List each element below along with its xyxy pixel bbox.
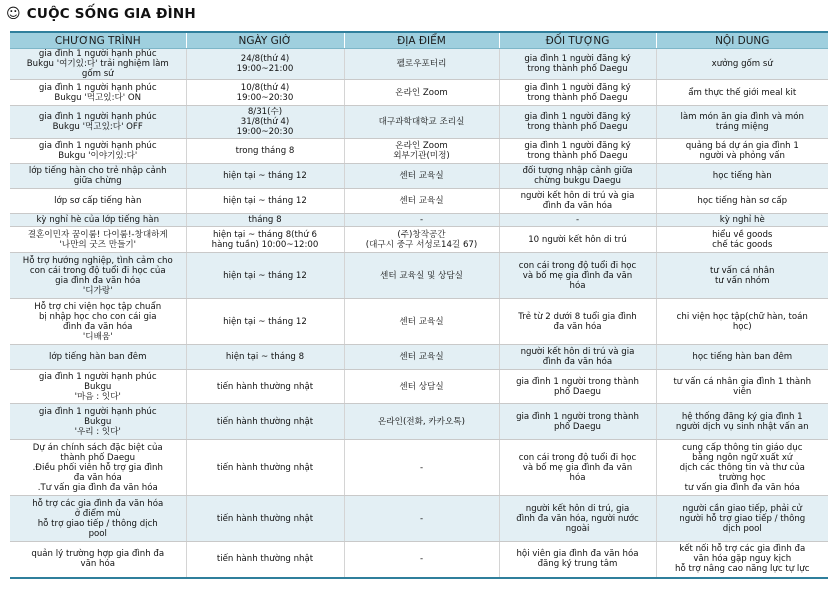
cell-target: con cái trong độ tuổi đi học và bố mẹ gia đình đa văn hóa [499,440,656,496]
cell-content: kỳ nghỉ hè [656,214,828,227]
cell-content: người cần giao tiếp, phải cử người hỗ trợ giao tiếp / thông dịch pool [656,496,828,542]
table-row [10,49,828,80]
cell-program: lớp sơ cấp tiếng hàn [10,189,186,214]
table-row [10,440,828,496]
cell-target: gia đình 1 người đăng ký trong thành phố Daegu [499,80,656,106]
cell-program: gia đình 1 người hạnh phúc Bukgu '여기있:다' trải nghiệm làm gốm sứ [10,49,186,80]
cell-location: 온라인 Zoom [344,80,499,106]
cell-target: hội viên gia đình đa văn hóa đăng ký trung tâm [499,542,656,578]
cell-location: 센터 교육실 [344,345,499,370]
table-header-row [10,32,828,49]
cell-datetime: hiện tại ~ tháng 12 [186,253,344,299]
table-row [10,164,828,189]
table-row [10,106,828,139]
column-header-target: ĐỐI TƯỢNG [499,32,656,49]
cell-target: gia đình 1 người đăng ký trong thành phố Daegu [499,49,656,80]
cell-location: 대구과학대학교 조리실 [344,106,499,139]
cell-content: quảng bá dự án gia đình 1 người và phỏng vấn [656,139,828,164]
cell-location: 펠로우포터리 [344,49,499,80]
cell-program: gia đình 1 người hạnh phúc Bukgu '먹고있:다' OFF [10,106,186,139]
section-title [6,4,196,24]
cell-target: người kết hôn di trú và gia đình đa văn hóa [499,345,656,370]
cell-content: kết nối hỗ trợ các gia đình đa văn hóa gặp nguy kịch hỗ trợ nâng cao năng lực tự lực [656,542,828,578]
cell-target: con cái trong độ tuổi đi học và bố mẹ gia đình đa văn hóa [499,253,656,299]
section-title-text: CUỘC SỐNG GIA ĐÌNH [26,6,196,22]
cell-program: 결혼이민자 꿈이룸! 다이룸!-창대하게 '나만의 굿즈 만들기' [10,227,186,253]
table-row [10,214,828,227]
cell-content: chi viện học tập(chữ hàn, toán học) [656,299,828,345]
cell-datetime: 24/8(thứ 4) 19:00~21:00 [186,49,344,80]
cell-location: 센터 교육실 [344,299,499,345]
table-row [10,139,828,164]
cell-content: tư vấn cá nhân tư vấn nhóm [656,253,828,299]
schedule-table [10,31,828,579]
smiley-icon: ☺ [6,6,21,22]
cell-program: Hỗ trợ chi viện học tập chuẩn bị nhập học cho con cái gia đình đa văn hóa '디배움' [10,299,186,345]
cell-target: người kết hôn di trú, gia đình đa văn hóa, người nước ngoài [499,496,656,542]
table-row [10,345,828,370]
cell-datetime: tiến hành thường nhật [186,440,344,496]
cell-program: gia đình 1 người hạnh phúc Bukgu '마음 : 잇다' [10,370,186,404]
table-row [10,370,828,404]
cell-datetime: tiến hành thường nhật [186,404,344,440]
cell-datetime: tiến hành thường nhật [186,496,344,542]
cell-target: đối tượng nhập cảnh giữa chừng bukgu Daegu [499,164,656,189]
cell-datetime: tiến hành thường nhật [186,370,344,404]
cell-content: học tiếng hàn [656,164,828,189]
cell-content: học tiếng hàn sơ cấp [656,189,828,214]
cell-datetime: tháng 8 [186,214,344,227]
cell-content: hệ thống đăng ký gia đình 1 người dịch vụ sinh nhật vấn an [656,404,828,440]
cell-location: 센터 교육실 [344,189,499,214]
table-row [10,299,828,345]
cell-target: gia đình 1 người đăng ký trong thành phố Daegu [499,106,656,139]
cell-program: lớp tiếng hàn cho trẻ nhập cảnh giữa chừng [10,164,186,189]
cell-datetime: tiến hành thường nhật [186,542,344,578]
cell-content: xưởng gốm sứ [656,49,828,80]
cell-target: gia đình 1 người đăng ký trong thành phố Daegu [499,139,656,164]
cell-datetime: 10/8(thứ 4) 19:00~20:30 [186,80,344,106]
cell-target: Trẻ từ 2 dưới 8 tuổi gia đình đa văn hóa [499,299,656,345]
table-row [10,496,828,542]
cell-program: gia đình 1 người hạnh phúc Bukgu '이야기있:다' [10,139,186,164]
table-row [10,404,828,440]
cell-program: quản lý trường hợp gia đình đa văn hóa [10,542,186,578]
cell-location: - [344,542,499,578]
cell-content: tư vấn cá nhân gia đình 1 thành viên [656,370,828,404]
cell-program: kỳ nghỉ hè của lớp tiếng hàn [10,214,186,227]
cell-program: hỗ trợ các gia đình đa văn hóa ở điểm mù hỗ trợ giao tiếp / thông dịch pool [10,496,186,542]
cell-datetime: hiện tại ~ tháng 12 [186,189,344,214]
cell-program: Hỗ trợ hướng nghiệp, tình cảm cho con cái trong độ tuổi đi học của gia đình đa văn hóa '디가랑' [10,253,186,299]
cell-location: - [344,214,499,227]
table-row [10,189,828,214]
cell-datetime: hiện tại ~ tháng 8(thứ 6 hàng tuần) 10:00~12:00 [186,227,344,253]
cell-content: làm món ăn gia đình và món tráng miệng [656,106,828,139]
cell-datetime: hiện tại ~ tháng 12 [186,299,344,345]
cell-location: (주)창작공간 (대구시 중구 서성로14길 67) [344,227,499,253]
cell-datetime: hiện tại ~ tháng 12 [186,164,344,189]
column-header-content: NỘI DUNG [656,32,828,49]
column-header-datetime: NGÀY GIỜ [186,32,344,49]
cell-content: hiểu về goods chế tác goods [656,227,828,253]
cell-location: 온라인(전화, 카카오톡) [344,404,499,440]
cell-program: lớp tiếng hàn ban đêm [10,345,186,370]
cell-program: gia đình 1 người hạnh phúc Bukgu '우리 : 잇다' [10,404,186,440]
cell-target: gia đình 1 người trong thành phố Daegu [499,404,656,440]
cell-datetime: trong tháng 8 [186,139,344,164]
cell-datetime: 8/31(수) 31/8(thứ 4) 19:00~20:30 [186,106,344,139]
cell-location: 센터 교육실 및 상담실 [344,253,499,299]
cell-location: 센터 교육실 [344,164,499,189]
cell-target: người kết hôn di trú và gia đình đa văn hóa [499,189,656,214]
column-header-program: CHƯƠNG TRÌNH [10,32,186,49]
column-header-location: ĐỊA ĐIỂM [344,32,499,49]
cell-content: cung cấp thông tin giáo dục bằng ngôn ngữ xuất xứ dịch các thông tin và thư của trường học tư vấn gia đình đa văn hóa [656,440,828,496]
table-row [10,253,828,299]
cell-program: Dự án chính sách đặc biệt của thành phố Daegu .Điều phối viên hỗ trợ gia đình đa văn hóa .Tư vấn gia đình đa văn hóa [10,440,186,496]
cell-program: gia đình 1 người hạnh phúc Bukgu '먹고있:다' ON [10,80,186,106]
cell-target: - [499,214,656,227]
cell-location: 센터 상담실 [344,370,499,404]
table-row [10,80,828,106]
cell-content: ẩm thực thế giới meal kit [656,80,828,106]
cell-target: 10 người kết hôn di trú [499,227,656,253]
table-row [10,227,828,253]
cell-datetime: hiện tại ~ tháng 8 [186,345,344,370]
cell-content: học tiếng hàn ban đêm [656,345,828,370]
cell-location: - [344,496,499,542]
cell-target: gia đình 1 người trong thành phố Daegu [499,370,656,404]
cell-location: - [344,440,499,496]
cell-location: 온라인 Zoom 외부기관(미정) [344,139,499,164]
table-row [10,542,828,578]
